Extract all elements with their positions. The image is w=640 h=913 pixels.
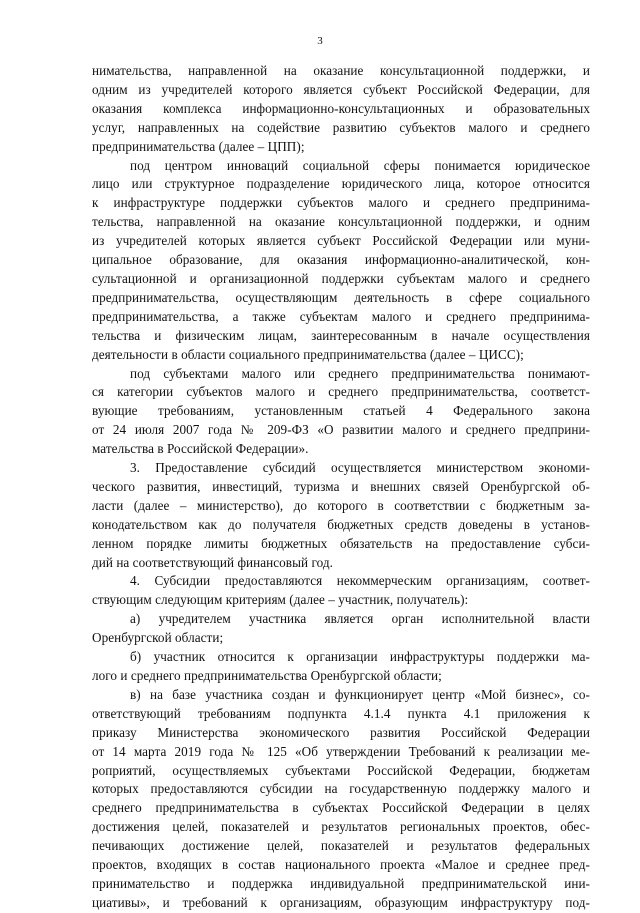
text-line: оказания комплекса информационно-консультационных и образовательных — [92, 100, 590, 116]
text-line: ствующим следующим критериям (далее – участник, получатель): — [92, 592, 469, 608]
text-line: от 24 июля 2007 года № 209-ФЗ «О развитии малого и среднего предприни- — [92, 422, 590, 438]
text-line: предпринимательства, а также субъектам малого и среднего предпринима- — [92, 308, 590, 324]
page-number: 3 — [317, 35, 323, 47]
text-line: вующие требованиям, установленным статьей 4 Федерального закона — [92, 403, 590, 419]
text-line: от 14 марта 2019 года № 125 «Об утверждении Требований к реализации ме- — [92, 743, 590, 759]
text-line: деятельности в области социального предпринимательства (далее – ЦИСС); — [92, 346, 524, 362]
body-text — [92, 62, 590, 913]
paragraph-p4 — [92, 459, 590, 572]
paragraph-p1 — [92, 62, 590, 157]
text-line: тельства и физическим лицам, заинтересованным в начале осуществления — [92, 327, 590, 343]
text-line: конодательством как до получателя бюджетных средств доведены в установ- — [92, 516, 590, 532]
text-line: 3. Предоставление субсидий осуществляется министерством экономи- — [130, 460, 590, 476]
text-line: нимательства, направленной на оказание консультационной поддержки, и — [92, 63, 590, 78]
paragraph-p2 — [92, 157, 590, 365]
text-line: которых предоставляются субсидии на государственную поддержку малого и — [92, 781, 590, 797]
paragraph-p7 — [92, 648, 590, 686]
text-line: 4. Субсидии предоставляются некоммерческим организациям, соответ- — [130, 573, 590, 589]
text-line: среднего предпринимательства в субъектах Российской Федерации в целях — [92, 800, 590, 816]
paragraph-p8 — [92, 686, 590, 913]
text-line: сультационной и организационной поддержки субъектам малого и среднего — [92, 270, 590, 286]
text-line: лицо или структурное подразделение юридического лица, которое относится — [92, 176, 590, 192]
text-line: Оренбургской области; — [92, 630, 224, 646]
text-line: циативы», и требований к организациям, образующим инфраструктуру под- — [92, 894, 590, 910]
text-line: а) учредителем участника является орган исполнительной власти — [130, 611, 590, 627]
text-line: услуг, направленных на содействие развитию субъектов малого и среднего — [92, 119, 590, 135]
text-line: ответствующий требованиям подпункта 4.1.4 пункта 4.1 приложения к — [92, 705, 590, 721]
text-line: из учредителей которых является субъект Российской Федерации или муни- — [92, 233, 590, 249]
text-line: ленном порядке лимиты бюджетных обязательств на предоставление субси- — [92, 535, 590, 551]
text-line: ласти (далее – министерство), до которого в соответствии с бюджетным за- — [92, 497, 590, 513]
text-line: дий на соответствующий финансовый год. — [92, 554, 333, 570]
paragraph-p5 — [92, 572, 590, 610]
text-line: предпринимательства (далее – ЦПП); — [92, 138, 305, 154]
text-line: ся категории субъектов малого и среднего предпринимательства, соответст- — [92, 384, 590, 400]
text-line: одним из учредителей которого является субъект Российской Федерации, для — [92, 81, 590, 97]
text-line: ческого развития, инвестиций, туризма и внешних связей Оренбургской об- — [92, 478, 590, 494]
paragraph-p6 — [92, 610, 590, 648]
text-line: мательства в Российской Федерации». — [92, 441, 309, 457]
text-line: ципальное образование, для оказания информационно-аналитической, кон- — [92, 252, 590, 268]
text-line: к инфраструктуре поддержки субъектов малого и среднего предпринима- — [92, 195, 590, 211]
text-line: б) участник относится к организации инфраструктуры поддержки ма- — [130, 649, 590, 665]
text-line: под субъектами малого или среднего предпринимательства понимают- — [130, 365, 590, 381]
text-line: проектов, входящих в состав национального проекта «Малое и среднее пред- — [92, 857, 590, 873]
text-line: достижения целей, показателей и результатов региональных проектов, обес- — [92, 819, 590, 835]
text-line: под центром инноваций социальной сферы понимается юридическое — [130, 157, 590, 173]
text-line: лого и среднего предпринимательства Оренбургской области; — [92, 668, 442, 683]
text-line: тельства, направленной на оказание консультационной поддержки, и одним — [92, 214, 590, 230]
paragraph-p3 — [92, 365, 590, 460]
text-line: в) на базе участника создан и функционирует центр «Мой бизнес», со- — [130, 686, 590, 702]
text-line: предпринимательства, осуществляющим деятельность в сфере социального — [92, 289, 590, 305]
text-line: роприятий, осуществляемых субъектами Российской Федерации, бюджетам — [92, 762, 590, 778]
text-line: принимательство и поддержка индивидуальной предпринимательской ини- — [92, 875, 590, 891]
text-line: печивающих достижение целей, показателей и результатов федеральных — [92, 838, 590, 854]
text-line: приказу Министерства экономического развития Российской Федерации — [92, 724, 590, 740]
